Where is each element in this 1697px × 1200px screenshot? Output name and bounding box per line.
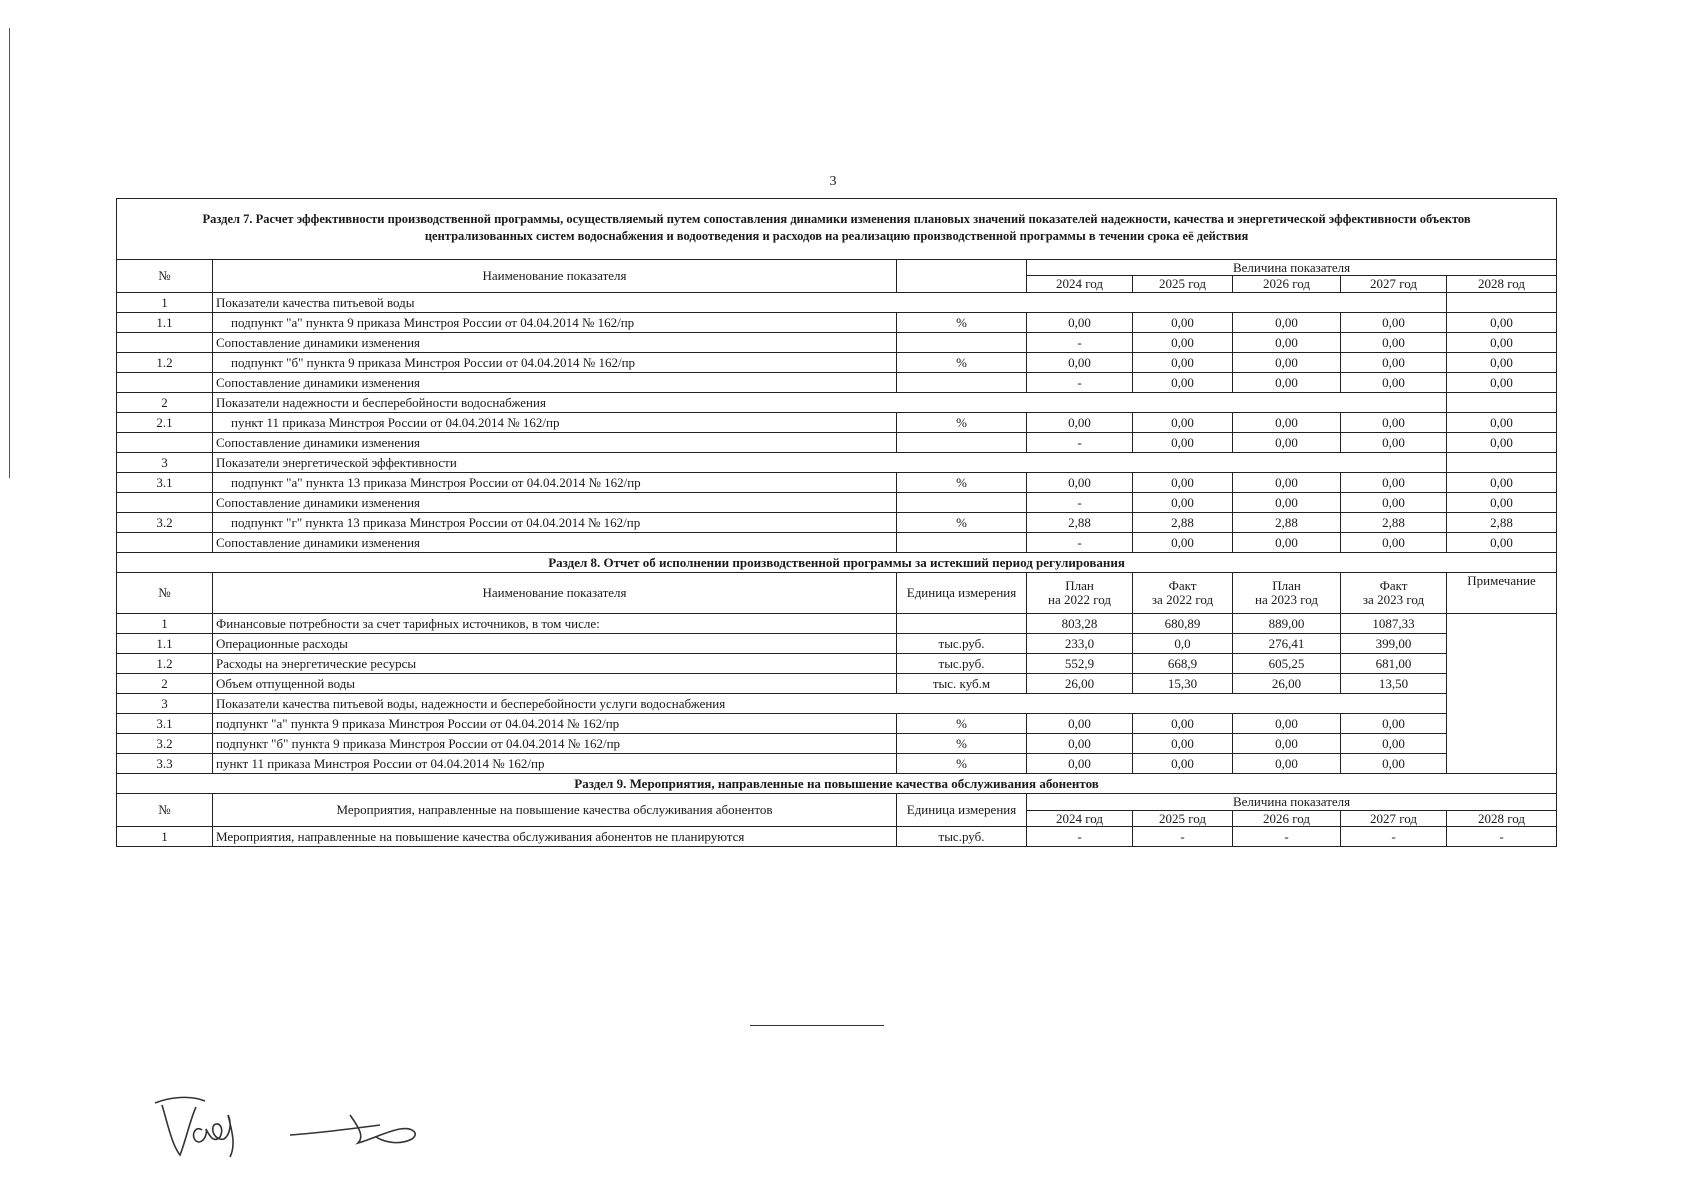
row-value: 0,00 <box>1133 373 1233 393</box>
row-unit <box>897 333 1027 353</box>
row-value: 0,00 <box>1233 413 1341 433</box>
row-unit: % <box>897 714 1027 734</box>
row-unit <box>897 614 1027 634</box>
signature-image <box>150 1085 470 1165</box>
margin-line <box>9 28 10 478</box>
row-value: - <box>1133 827 1233 847</box>
row-unit <box>897 493 1027 513</box>
row-name: Показатели качества питьевой воды <box>213 293 1447 313</box>
header-year: 2024 год <box>1027 810 1133 827</box>
row-unit: % <box>897 473 1027 493</box>
row-value: 0,00 <box>1027 754 1133 774</box>
section9-header-row <box>117 794 1557 811</box>
row-name: Сопоставление динамики изменения <box>213 493 897 513</box>
row-value: 399,00 <box>1341 634 1447 654</box>
section8-header-row <box>117 573 1557 614</box>
table-row <box>117 533 1557 553</box>
header-period-line1: План <box>1272 578 1301 594</box>
table-row <box>117 453 1557 473</box>
table-row <box>117 353 1557 373</box>
row-num <box>117 533 213 553</box>
row-value: 0,00 <box>1341 533 1447 553</box>
row-name: Показатели энергетической эффективности <box>213 453 1447 473</box>
table-row <box>117 634 1557 654</box>
row-value: 0,00 <box>1133 533 1233 553</box>
row-value: 0,00 <box>1447 373 1557 393</box>
row-name: подпункт "г" пункта 13 приказа Минстроя России от 04.04.2014 № 162/пр <box>213 513 897 533</box>
row-value: 0,00 <box>1133 313 1233 333</box>
table-row <box>117 473 1557 493</box>
section7-title-row <box>117 199 1557 260</box>
row-name: Сопоставление динамики изменения <box>213 533 897 553</box>
row-value: 2,88 <box>1341 513 1447 533</box>
row-name: Мероприятия, направленные на повышение качества обслуживания абонентов не планируются <box>213 827 897 847</box>
table-row <box>117 333 1557 353</box>
table-row <box>117 393 1557 413</box>
row-value: 0,00 <box>1233 313 1341 333</box>
row-value: 0,00 <box>1233 493 1341 513</box>
row-name: Показатели качества питьевой воды, надежности и бесперебойности услуги водоснабжения <box>213 694 1447 714</box>
row-value: 2,88 <box>1233 513 1341 533</box>
header-year: 2026 год <box>1233 810 1341 827</box>
row-value: 0,00 <box>1447 533 1557 553</box>
header-name: Мероприятия, направленные на повышение качества обслуживания абонентов <box>213 794 897 827</box>
header-period <box>1133 573 1233 614</box>
row-name: пункт 11 приказа Минстроя России от 04.04.2014 № 162/пр <box>213 754 897 774</box>
row-value: 0,00 <box>1447 353 1557 373</box>
footer-line <box>750 1025 884 1026</box>
header-num: № <box>117 573 213 614</box>
row-value: 26,00 <box>1233 674 1341 694</box>
section7-title: Раздел 7. Расчет эффективности производственной программы, осуществляемый путем сопоставления динамики изменения плановых значений показателей надежности, качества и энергетической эффективности объектов централизованных систем водоснабжения и водоотведения и расходов на реализацию производственной программы в течении срока её действия <box>117 199 1557 260</box>
row-value: 0,00 <box>1233 714 1341 734</box>
header-name: Наименование показателя <box>213 259 897 292</box>
row-value: - <box>1341 827 1447 847</box>
row-value: 0,00 <box>1133 333 1233 353</box>
table-row <box>117 734 1557 754</box>
row-value: 0,00 <box>1233 333 1341 353</box>
table-row <box>117 674 1557 694</box>
row-value: 0,00 <box>1027 313 1133 333</box>
table-row <box>117 827 1557 847</box>
row-name: Финансовые потребности за счет тарифных источников, в том числе: <box>213 614 897 634</box>
row-unit <box>897 433 1027 453</box>
row-value: - <box>1027 333 1133 353</box>
table-row <box>117 413 1557 433</box>
row-num: 3 <box>117 694 213 714</box>
row-value: 668,9 <box>1133 654 1233 674</box>
row-unit: % <box>897 513 1027 533</box>
row-value: 0,00 <box>1233 734 1341 754</box>
header-year: 2025 год <box>1133 810 1233 827</box>
row-num: 3.1 <box>117 714 213 734</box>
header-year: 2027 год <box>1341 276 1447 293</box>
row-name: Объем отпущенной воды <box>213 674 897 694</box>
header-value-group: Величина показателя <box>1027 259 1557 276</box>
row-value: - <box>1027 493 1133 513</box>
header-year: 2028 год <box>1447 276 1557 293</box>
table-row <box>117 493 1557 513</box>
document-table <box>116 198 1557 847</box>
row-unit: % <box>897 353 1027 373</box>
row-value: 233,0 <box>1027 634 1133 654</box>
table-row <box>117 754 1557 774</box>
header-num: № <box>117 259 213 292</box>
row-num: 3 <box>117 453 213 473</box>
row-value: 0,00 <box>1133 353 1233 373</box>
header-unit: Единица измерения <box>897 794 1027 827</box>
table-row <box>117 654 1557 674</box>
header-period-line1: Факт <box>1168 578 1197 594</box>
row-unit <box>897 533 1027 553</box>
row-value: 13,50 <box>1341 674 1447 694</box>
row-name: подпункт "б" пункта 9 приказа Минстроя России от 04.04.2014 № 162/пр <box>213 353 897 373</box>
row-num: 3.1 <box>117 473 213 493</box>
header-year: 2025 год <box>1133 276 1233 293</box>
row-value: 552,9 <box>1027 654 1133 674</box>
row-empty <box>1447 293 1557 313</box>
row-value: - <box>1233 827 1341 847</box>
row-num: 1.2 <box>117 654 213 674</box>
row-name: Расходы на энергетические ресурсы <box>213 654 897 674</box>
row-value: 0,00 <box>1027 473 1133 493</box>
row-num: 1.1 <box>117 634 213 654</box>
row-num: 1 <box>117 827 213 847</box>
header-year: 2027 год <box>1341 810 1447 827</box>
row-value: 0,00 <box>1341 433 1447 453</box>
row-num: 2.1 <box>117 413 213 433</box>
section7-header-row <box>117 259 1557 276</box>
table-body <box>117 199 1557 847</box>
row-value: 0,0 <box>1133 634 1233 654</box>
row-num: 3.2 <box>117 513 213 533</box>
row-num <box>117 333 213 353</box>
header-note: Примечание <box>1447 573 1557 614</box>
row-value: 0,00 <box>1447 433 1557 453</box>
header-period <box>1233 573 1341 614</box>
row-name: пункт 11 приказа Минстроя России от 04.04.2014 № 162/пр <box>213 413 897 433</box>
row-value: 0,00 <box>1233 353 1341 373</box>
row-unit <box>897 373 1027 393</box>
row-value: 0,00 <box>1447 333 1557 353</box>
table-row <box>117 373 1557 393</box>
row-value: 2,88 <box>1133 513 1233 533</box>
row-unit: тыс. куб.м <box>897 674 1027 694</box>
row-value: 0,00 <box>1341 754 1447 774</box>
header-year: 2026 год <box>1233 276 1341 293</box>
row-value: 0,00 <box>1233 754 1341 774</box>
row-value: 0,00 <box>1341 313 1447 333</box>
row-value: 15,30 <box>1133 674 1233 694</box>
row-value: 0,00 <box>1341 333 1447 353</box>
row-value: 0,00 <box>1447 413 1557 433</box>
row-value: 0,00 <box>1341 353 1447 373</box>
header-num: № <box>117 794 213 827</box>
row-value: 2,88 <box>1447 513 1557 533</box>
row-value: - <box>1027 533 1133 553</box>
row-value: 0,00 <box>1233 533 1341 553</box>
row-num <box>117 433 213 453</box>
header-unit <box>897 259 1027 292</box>
section9-title: Раздел 9. Мероприятия, направленные на повышение качества обслуживания абонентов <box>117 774 1557 794</box>
row-value: 0,00 <box>1027 714 1133 734</box>
row-num: 3.3 <box>117 754 213 774</box>
row-num <box>117 373 213 393</box>
row-value: - <box>1027 373 1133 393</box>
section9-title-row <box>117 774 1557 794</box>
row-unit: % <box>897 754 1027 774</box>
row-value: 889,00 <box>1233 614 1341 634</box>
header-period <box>1341 573 1447 614</box>
table-row <box>117 614 1557 634</box>
row-value: 0,00 <box>1341 413 1447 433</box>
row-num: 2 <box>117 393 213 413</box>
row-value: 0,00 <box>1133 433 1233 453</box>
row-value: 0,00 <box>1341 473 1447 493</box>
header-period <box>1027 573 1133 614</box>
header-value-group: Величина показателя <box>1027 794 1557 811</box>
row-value: 0,00 <box>1341 734 1447 754</box>
row-value: 0,00 <box>1447 313 1557 333</box>
row-value: 0,00 <box>1133 754 1233 774</box>
row-name: Показатели надежности и бесперебойности водоснабжения <box>213 393 1447 413</box>
table-row <box>117 694 1557 714</box>
row-value: - <box>1027 433 1133 453</box>
header-period-line2: на 2022 год <box>1048 592 1111 608</box>
row-value: 0,00 <box>1133 413 1233 433</box>
row-value: 803,28 <box>1027 614 1133 634</box>
page-number: 3 <box>829 174 837 189</box>
row-value: 276,41 <box>1233 634 1341 654</box>
row-value: 0,00 <box>1133 493 1233 513</box>
row-name: подпункт "а" пункта 13 приказа Минстроя России от 04.04.2014 № 162/пр <box>213 473 897 493</box>
row-name: Сопоставление динамики изменения <box>213 433 897 453</box>
header-period-line1: План <box>1065 578 1094 594</box>
table-row <box>117 714 1557 734</box>
row-unit: % <box>897 413 1027 433</box>
row-value: 681,00 <box>1341 654 1447 674</box>
row-empty <box>1447 393 1557 413</box>
table-row <box>117 433 1557 453</box>
header-period-line2: за 2023 год <box>1362 592 1425 608</box>
table-row <box>117 293 1557 313</box>
row-name: Сопоставление динамики изменения <box>213 333 897 353</box>
row-value: 0,00 <box>1233 373 1341 393</box>
header-year: 2028 год <box>1447 810 1557 827</box>
row-num: 1.1 <box>117 313 213 333</box>
header-year: 2024 год <box>1027 276 1133 293</box>
table-row <box>117 313 1557 333</box>
row-value: 605,25 <box>1233 654 1341 674</box>
header-period-line2: за 2022 год <box>1151 592 1214 608</box>
row-num: 1 <box>117 293 213 313</box>
row-value: 0,00 <box>1133 473 1233 493</box>
row-value: 0,00 <box>1027 413 1133 433</box>
row-value: - <box>1027 827 1133 847</box>
row-value: 0,00 <box>1233 473 1341 493</box>
row-num: 1 <box>117 614 213 634</box>
row-value: 0,00 <box>1341 493 1447 513</box>
section8-title-row <box>117 553 1557 573</box>
row-unit: % <box>897 734 1027 754</box>
row-value: 0,00 <box>1027 353 1133 373</box>
row-value: 0,00 <box>1341 714 1447 734</box>
note-cell <box>1447 614 1557 774</box>
row-value: - <box>1447 827 1557 847</box>
row-name: подпункт "б" пункта 9 приказа Минстроя России от 04.04.2014 № 162/пр <box>213 734 897 754</box>
row-value: 680,89 <box>1133 614 1233 634</box>
row-name: подпункт "а" пункта 9 приказа Минстроя России от 04.04.2014 № 162/пр <box>213 313 897 333</box>
row-name: Операционные расходы <box>213 634 897 654</box>
row-value: 0,00 <box>1341 373 1447 393</box>
row-value: 0,00 <box>1027 734 1133 754</box>
header-period-line2: на 2023 год <box>1255 592 1318 608</box>
row-value: 0,00 <box>1133 714 1233 734</box>
header-unit: Единица измерения <box>897 573 1027 614</box>
row-unit: тыс.руб. <box>897 654 1027 674</box>
row-num: 3.2 <box>117 734 213 754</box>
row-value: 0,00 <box>1447 473 1557 493</box>
row-num <box>117 493 213 513</box>
header-name: Наименование показателя <box>213 573 897 614</box>
row-unit: тыс.руб. <box>897 827 1027 847</box>
row-value: 1087,33 <box>1341 614 1447 634</box>
table-row <box>117 513 1557 533</box>
row-value: 26,00 <box>1027 674 1133 694</box>
row-unit: тыс.руб. <box>897 634 1027 654</box>
section8-title: Раздел 8. Отчет об исполнении производственной программы за истекший период регулирования <box>117 553 1557 573</box>
row-unit: % <box>897 313 1027 333</box>
row-num: 1.2 <box>117 353 213 373</box>
row-empty <box>1447 453 1557 473</box>
row-value: 2,88 <box>1027 513 1133 533</box>
row-value: 0,00 <box>1447 493 1557 513</box>
row-value: 0,00 <box>1133 734 1233 754</box>
row-name: подпункт "а" пункта 9 приказа Минстроя России от 04.04.2014 № 162/пр <box>213 714 897 734</box>
header-period-line1: Факт <box>1379 578 1408 594</box>
row-name: Сопоставление динамики изменения <box>213 373 897 393</box>
row-num: 2 <box>117 674 213 694</box>
row-value: 0,00 <box>1233 433 1341 453</box>
